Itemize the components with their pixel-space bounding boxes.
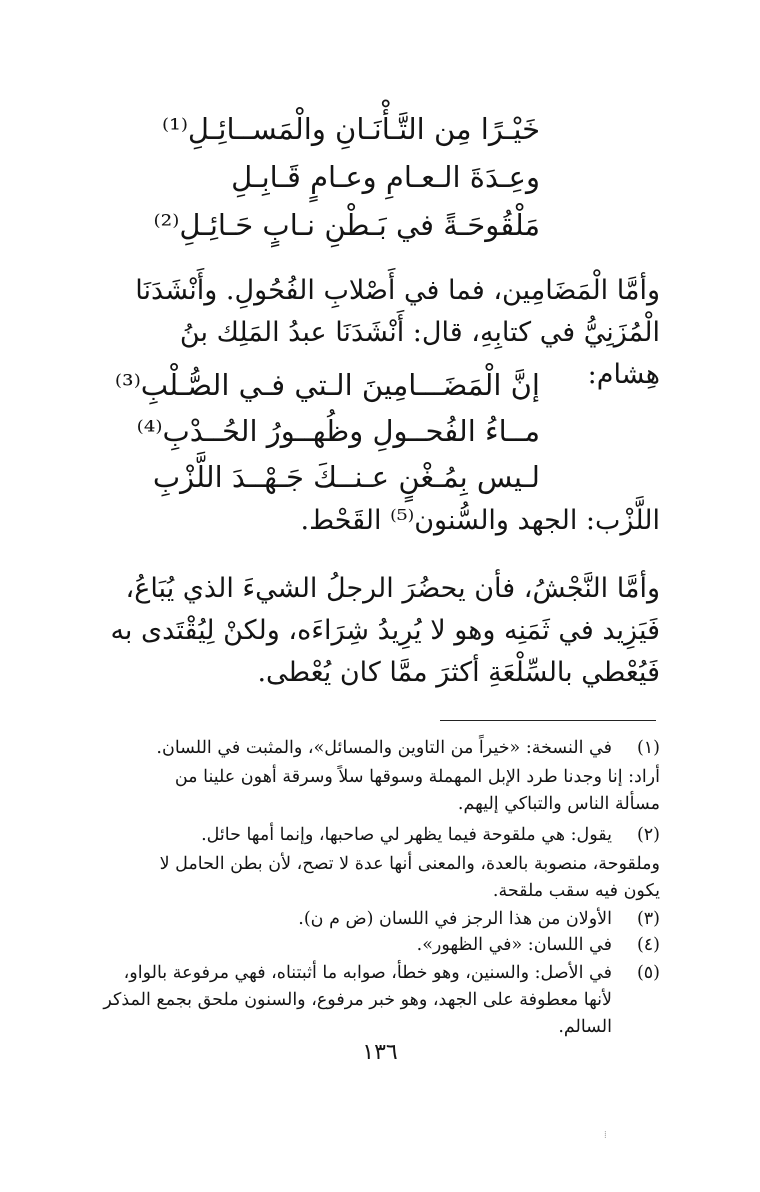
verse-line: مَلْقُوحَـةً في بَـطْنِ نـابٍ حَـائِـلِ⁽²⁾ [153, 208, 540, 242]
footnote-number: (٢) [636, 825, 660, 845]
footnote-text: يقول: هي ملقوحة فيما يظهر لي صاحبها، وإنما أمها حائل. [201, 825, 612, 845]
paragraph-najsh: وأمَّا النَّجْشُ، فأن يحضُرَ الرجلُ الشيءَ الذي يُبَاعُ، فَيَزِيد في ثَمَنِه وهو لا يُرِيدُ شِرَاءَه، ولكنْ لِيُقْتَدى به فَيُعْطي بالسِّلْعَةِ أكثرَ ممَّا كان يُعْطى. [110, 573, 660, 688]
verse-line: وعِـدَةَ الـعـامِ وعـامٍ قَـابِـلِ [231, 160, 540, 194]
footnote-divider [440, 720, 656, 721]
footnote-number: (٣) [636, 909, 660, 929]
footnote-text: في الأصل: والسنين، وهو خطأ، صوابه ما أثبتناه، فهي مرفوعة بالواو، لأنها معطوفة على الجهد، وهو خبر مرفوع، والسنون ملحق بجمع المذكر السالم. [103, 963, 612, 1037]
footnote-text: الأولان من هذا الرجز في اللسان (ض م ن). [298, 909, 612, 929]
verse-line: لـيس بِمُـغْنٍ عـنــكَ جَـهْــدَ اللَّزْبِ [152, 460, 540, 494]
footnote-text: في اللسان: «في الظهور». [416, 935, 612, 955]
footnote-number: (١) [636, 738, 660, 758]
footnote-text: في النسخة: «خيراً من التاوين والمسائل»، والمثبت في اللسان. [156, 738, 612, 758]
gloss-lazb: اللَّزْب: الجهد والسُّنون⁽⁵⁾ القَحْط. [300, 505, 660, 536]
verse-line: خَيْـرًا مِن التَّـأْنَـانِ والْمَســائِـلِ⁽¹⁾ [162, 112, 540, 146]
scan-speck: ⁞ [604, 1130, 607, 1141]
verse-line: إنَّ الْمَضَـــامِينَ الـتي فـي الصُّـلْبِ⁽³⁾ [114, 368, 540, 402]
paragraph-mazamin: وأمَّا الْمَضَامِين، فما في أَصْلابِ الفُحُولِ. وأَنْشَدَنَا الْمُزَنِيُّ في كتابِهِ، قال: أَنْشَدَنَا عبدُ المَلِك بنُ هِشام: [135, 275, 660, 390]
footnote-number: (٥) [636, 963, 660, 983]
footnote-continuation: أراد: إنا وجدنا طرد الإبل المهملة وسوقها سلاً وسرقة أهون علينا من مسألة الناس والتباكي إليهم. [174, 767, 660, 814]
page-number: ١٣٦ [362, 1040, 398, 1065]
verse-line: مــاءُ الفُحــولِ وظُهــورُ الحُــدْبِ⁽⁴⁾ [136, 414, 540, 448]
footnote-number: (٤) [636, 935, 660, 955]
footnote-continuation: وملقوحة، منصوبة بالعدة، والمعنى أنها عدة لا تصح، لأن بطن الحامل لا يكون فيه سقب ملقحة. [159, 854, 660, 901]
